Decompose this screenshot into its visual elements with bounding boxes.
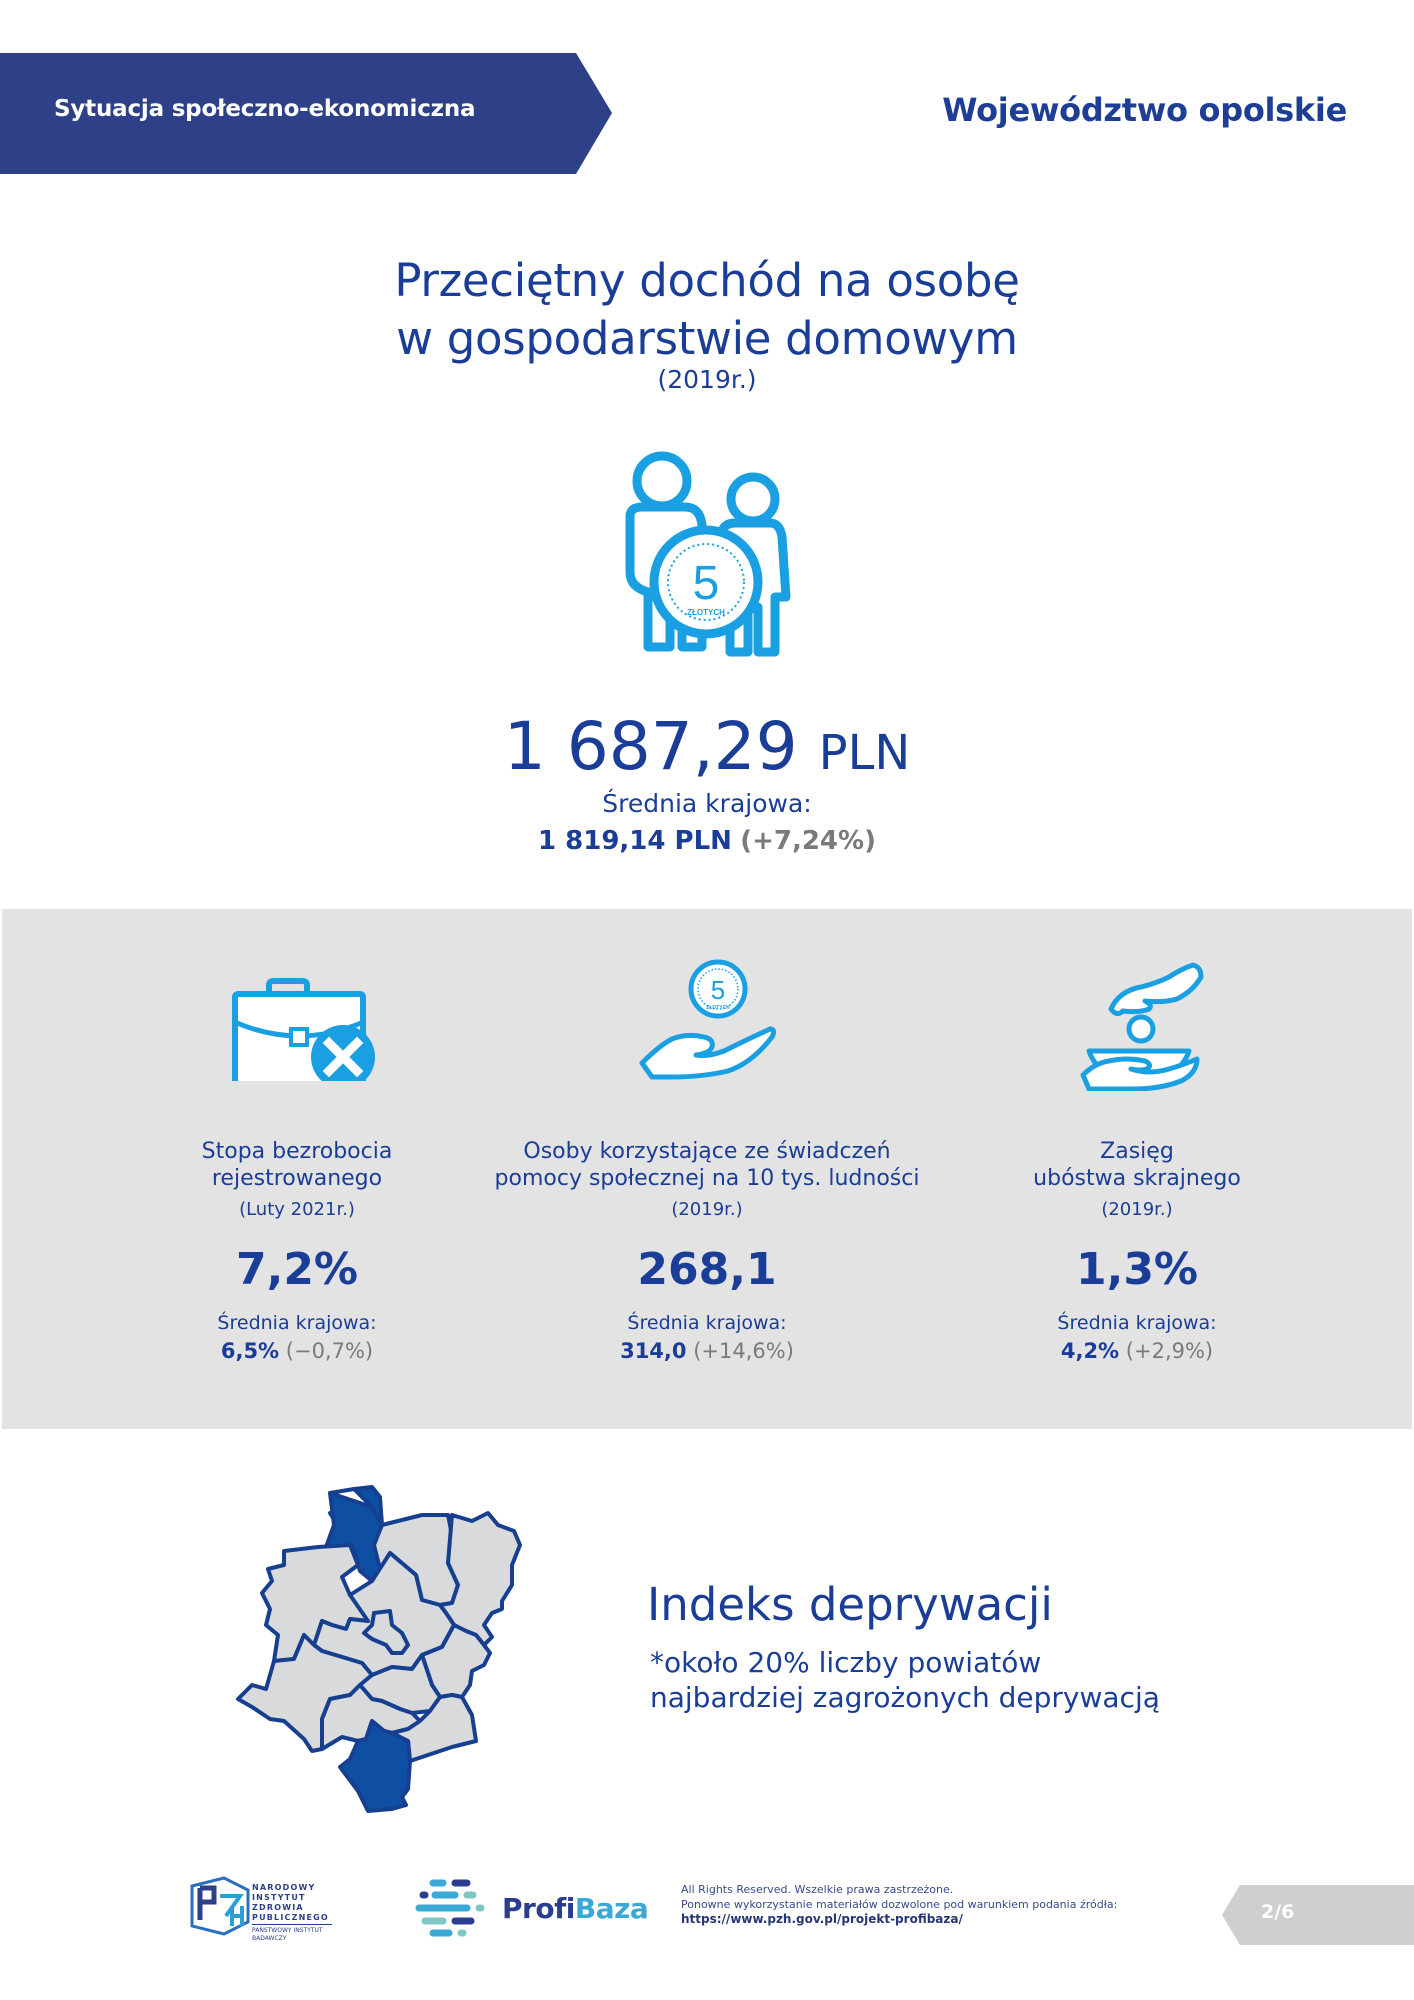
profibaza-wordmark — [502, 1892, 648, 1925]
stat-national-avg — [137, 1339, 457, 1363]
page-number: 2/6 — [1261, 1901, 1295, 1923]
briefcase-cross-icon — [225, 971, 375, 1081]
stat-national-avg — [462, 1339, 952, 1363]
pzh-name — [252, 1883, 329, 1923]
stat-national-avg-diff: (−0,7%) — [285, 1339, 374, 1363]
svg-text:ZŁOTYCH: ZŁOTYCH — [706, 1005, 730, 1011]
income-number: 1 687,29 — [503, 708, 798, 785]
giving-hands-bowl-icon — [1069, 951, 1209, 1091]
stat-title-line2: ubóstwa skrajnego — [1033, 1166, 1241, 1191]
stat-title-line1: Stopa bezrobocia — [201, 1139, 393, 1164]
deprivation-note-line1: *około 20% liczby powiatów — [650, 1646, 1042, 1679]
pzh-line: INSTYTUT — [252, 1893, 306, 1902]
stat-title-line1: Zasięg — [1100, 1139, 1174, 1164]
income-title-line2: w gospodarstwie domowym — [396, 312, 1018, 365]
stat-national-avg-value: 6,5% — [220, 1339, 280, 1363]
svg-text:5: 5 — [710, 975, 726, 1005]
stat-national-avg-label: Średnia krajowa: — [1057, 1312, 1217, 1334]
income-national-avg — [0, 826, 1414, 856]
page-badge — [1222, 1885, 1414, 1945]
pzh-sub-line: BADAWCZY — [252, 1935, 287, 1942]
pzh-subtitle — [252, 1927, 323, 1943]
income-national-avg-value: 1 819,14 PLN — [538, 826, 732, 856]
profibaza-part2: Baza — [574, 1892, 649, 1925]
profibaza-part1: Profi — [502, 1892, 575, 1925]
stat-social-assistance — [462, 909, 952, 1429]
stat-title — [987, 1138, 1287, 1192]
stat-national-avg-value: 4,2% — [1060, 1339, 1120, 1363]
stat-title-line2: pomocy społecznej na 10 tys. ludności — [494, 1166, 920, 1191]
income-year: (2019r.) — [657, 365, 757, 394]
region-title: Województwo opolskie — [942, 91, 1347, 129]
stat-title-line1: Osoby korzystające ze świadczeń — [523, 1139, 891, 1164]
stat-value: 268,1 — [637, 1244, 777, 1295]
pzh-line: PUBLICZNEGO — [252, 1913, 329, 1922]
section-label: Sytuacja społeczno-ekonomiczna — [54, 96, 476, 122]
pzh-divider — [252, 1924, 332, 1925]
footer-legal — [681, 1883, 1117, 1927]
deprivation-title: Indeks deprywacji — [647, 1578, 1053, 1631]
income-value — [0, 708, 1414, 785]
stat-value: 1,3% — [1075, 1244, 1199, 1295]
svg-text:ZŁOTYCH: ZŁOTYCH — [687, 608, 725, 617]
stat-value: 7,2% — [235, 1244, 359, 1295]
stats-band — [2, 909, 1412, 1429]
stat-national-avg — [987, 1339, 1287, 1363]
pzh-sub-line: PAŃSTWOWY INSTYTUT — [252, 1927, 323, 1934]
hand-coin-icon — [632, 959, 782, 1089]
stat-year: (2019r.) — [671, 1199, 743, 1220]
source-link[interactable]: https://www.pzh.gov.pl/projekt-profibaza/ — [681, 1912, 963, 1926]
svg-text:5: 5 — [692, 557, 720, 610]
income-unit: PLN — [818, 725, 911, 781]
stat-national-avg-label: Średnia krajowa: — [627, 1312, 787, 1334]
reuse-notice: Ponowne wykorzystanie materiałów dozwolone pod warunkiem podania źródła: — [681, 1897, 1118, 1911]
stat-title — [462, 1138, 952, 1192]
opolskie-deprivation-map — [222, 1485, 532, 1815]
stat-national-avg-label: Średnia krajowa: — [217, 1312, 377, 1334]
income-title — [0, 252, 1414, 368]
pzh-line: ZDROWIA — [252, 1903, 304, 1912]
income-national-avg-label: Średnia krajowa: — [602, 789, 812, 818]
stat-extreme-poverty — [987, 909, 1287, 1429]
pzh-line: NARODOWY — [252, 1883, 316, 1892]
income-national-avg-diff: (+7,24%) — [740, 826, 876, 856]
stat-national-avg-diff: (+2,9%) — [1125, 1339, 1214, 1363]
profibaza-logo-icon — [415, 1877, 497, 1939]
stat-national-avg-diff: (+14,6%) — [693, 1339, 794, 1363]
deprivation-note — [650, 1645, 1160, 1715]
stat-unemployment — [137, 909, 457, 1429]
stat-year: (2019r.) — [1101, 1199, 1173, 1220]
stat-year: (Luty 2021r.) — [239, 1199, 355, 1220]
stat-title-line2: rejestrowanego — [211, 1166, 383, 1191]
income-title-line1: Przeciętny dochód na osobę — [394, 254, 1020, 307]
rights-reserved: All Rights Reserved. Wszelkie prawa zastrzeżone. — [681, 1883, 954, 1896]
deprivation-note-line2: najbardziej zagrożonych deprywacją — [650, 1681, 1160, 1714]
family-coin-icon — [610, 447, 800, 662]
stat-title — [137, 1138, 457, 1192]
stat-national-avg-value: 314,0 — [620, 1339, 687, 1363]
